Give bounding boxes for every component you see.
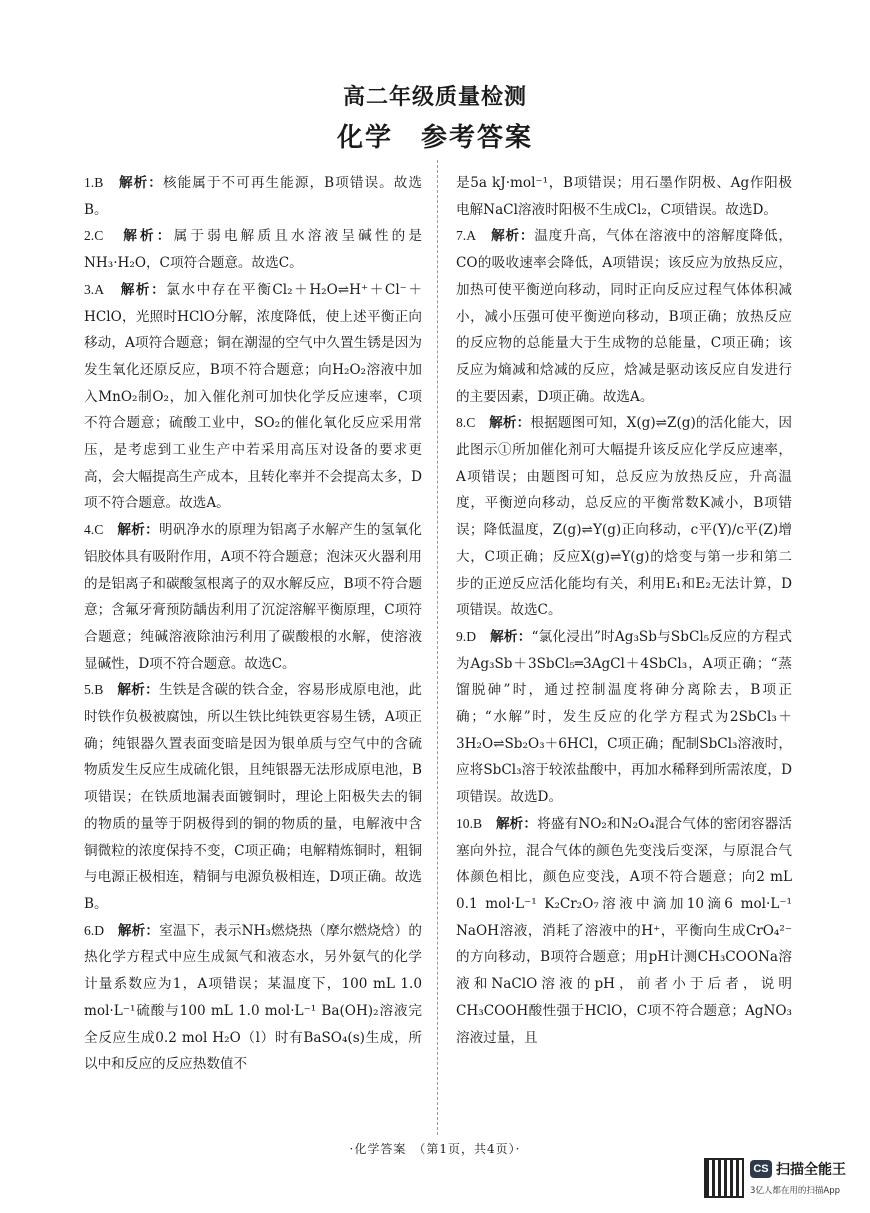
answer-item-2: 2.C 解析：属于弱电解质且水溶液呈碱性的是NH₃·H₂O，C项符合题意。故选C。 [84,228,423,272]
answer-item-4: 4.C 解析：明矾净水的原理为铝离子水解产生的氢氧化铝胶体具有吸附作用，A项不符合题意；泡沫灭火器利用的是铝离子和碳酸氢根离子的双水解反应，B项不符合题意；含氟牙膏预防龋齿利用了沉淀溶解平衡原理，C项符合题意；纯碱溶液除油污利用了碳酸根的水解，使溶液显碱性，D项不符合题意。故选C。 [84,522,423,672]
right-column [456,170,792,1051]
answer-item-6-continued: 是5a kJ·mol⁻¹，B项错误；用石墨作阴极、Ag作阳极电解NaCl溶液时阳极不生成Cl₂，C项错误。故选D。 [456,175,792,218]
answer-item-3: 3.A 解析：氯水中存在平衡Cl₂＋H₂O⇌H⁺＋Cl⁻＋HClO，光照时HClO分解，浓度降低，使上述平衡正向移动，A项符合题意；铜在潮湿的空气中久置生锈是因为发生氧化还原反应，B项不符合题意；向H₂O₂溶液中加入MnO₂制O₂，加入催化剂可加快化学反应速率，C项不符合题意；硫酸工业中，SO₂的催化氧化反应采用常压，是考虑到工业生产中若采用高压对设备的要求更高，会大幅提高生产成本，且转化率并不会提高太多，D项不符合题意。故选A。 [84,281,423,512]
column-divider [437,160,438,1135]
answer-item-8: 8.C 解析：根据题图可知，X(g)⇌Z(g)的活化能大，因此图示①所加催化剂可大幅提升该反应化学反应速率，A项错误；由题图可知，总反应为放热反应，升高温度，平衡逆向移动，总反应的平衡常数K减小，B项错误；降低温度，Z(g)⇌Y(g)正向移动，c平(Y)/c平(Z)增大，C项正确；反应X(g)⇌Y(g)的焓变与第一步和第二步的正逆反应活化能均有关，利用E₁和E₂无法计算，D项错误。故选C。 [456,415,793,619]
page-footer: ·化学答案 （第1页，共4页）· [349,1142,521,1156]
left-column [84,170,422,1078]
document-title: 高二年级质量检测 [342,84,527,110]
answer-item-9: 9.D 解析：“氯化浸出”时Ag₃Sb与SbCl₅反应的方程式为Ag₃Sb＋3SbCl₅═3AgCl＋4SbCl₃，A项正确；“蒸馏脱砷”时，通过控制温度将砷分离除去，B项正确；“水解”时，发生反应的化学方程式为2SbCl₃＋3H₂O⇌Sb₂O₃＋6HCl，C项正确；配制SbCl₃溶液时，应将SbCl₃溶于较浓盐酸中，再加水稀释到所需浓度，D项错误。故选D。 [456,628,793,806]
qr-code-icon [704,1158,744,1198]
camscanner-logo: CS [750,1160,772,1178]
answer-item-5: 5.B 解析：生铁是含碳的铁合金，容易形成原电池，此时铁作负极被腐蚀，所以生铁比纯铁更容易生锈，A项正确；纯银器久置表面变暗是因为银单质与空气中的含硫物质发生反应生成硫化银，且纯银器无法形成原电池，B项错误；在铁质地漏表面镀铜时，理论上阳极失去的铜的物质的量等于阴极得到的铜的物质的量，电解液中含铜微粒的浓度保持不变，C项正确；电解精炼铜时，粗铜与电源正极相连，精铜与电源负极相连，D项正确。故选B。 [84,682,423,912]
camscanner-name: 扫描全能王 [776,1162,846,1178]
camscanner-tagline: 3亿人都在用的扫描App [750,1186,841,1196]
answer-item-10: 10.B 解析：将盛有NO₂和N₂O₄混合气体的密闭容器活塞向外拉，混合气体的颜色先变浅后变深，与原混合气体颜色相比，颜色应变浅，A项不符合题意；向2 mL 0.1 mol·L⁻¹ K₂Cr₂O₇溶液中滴加10滴6 mol·L⁻¹ NaOH溶液，消耗了溶液中的H⁺，平衡向生成CrO₄²⁻的方向移动，B项符合题意；用pH计测CH₃COONa溶液和NaClO溶液的pH，前者小于后者，说明CH₃COOH酸性强于HClO，C项不符合题意；AgNO₃溶液过量，且 [456,815,792,1046]
answer-item-7: 7.A 解析：温度升高，气体在溶液中的溶解度降低，CO的吸收速率会降低，A项错误；该反应为放热反应，加热可使平衡逆向移动，同时正向反应过程气体体积减小，减小压强可使平衡逆向移动，B项正确；放热反应的反应物的总能量大于生成物的总能量，C项正确；该反应为熵减和焓减的反应，焓减是驱动该反应自发进行的主要因素，D项正确。故选A。 [456,228,793,405]
document-subtitle: 化学 参考答案 [336,123,533,153]
answer-item-1: 1.B 解析：核能属于不可再生能源，B项错误。故选B。 [84,175,423,218]
answer-item-6: 6.D 解析：室温下，表示NH₃燃烧热（摩尔燃烧焓）的热化学方程式中应生成氮气和液态水，另外氨气的化学计量系数应为1，A项错误；某温度下，100 mL 1.0 mol·L⁻¹硫酸与100 mL 1.0 mol·L⁻¹ Ba(OH)₂溶液完全反应生成0.2 mol H₂O（l）时有BaSO₄(s)生成，所以中和反应的反应热数值不 [84,922,423,1073]
